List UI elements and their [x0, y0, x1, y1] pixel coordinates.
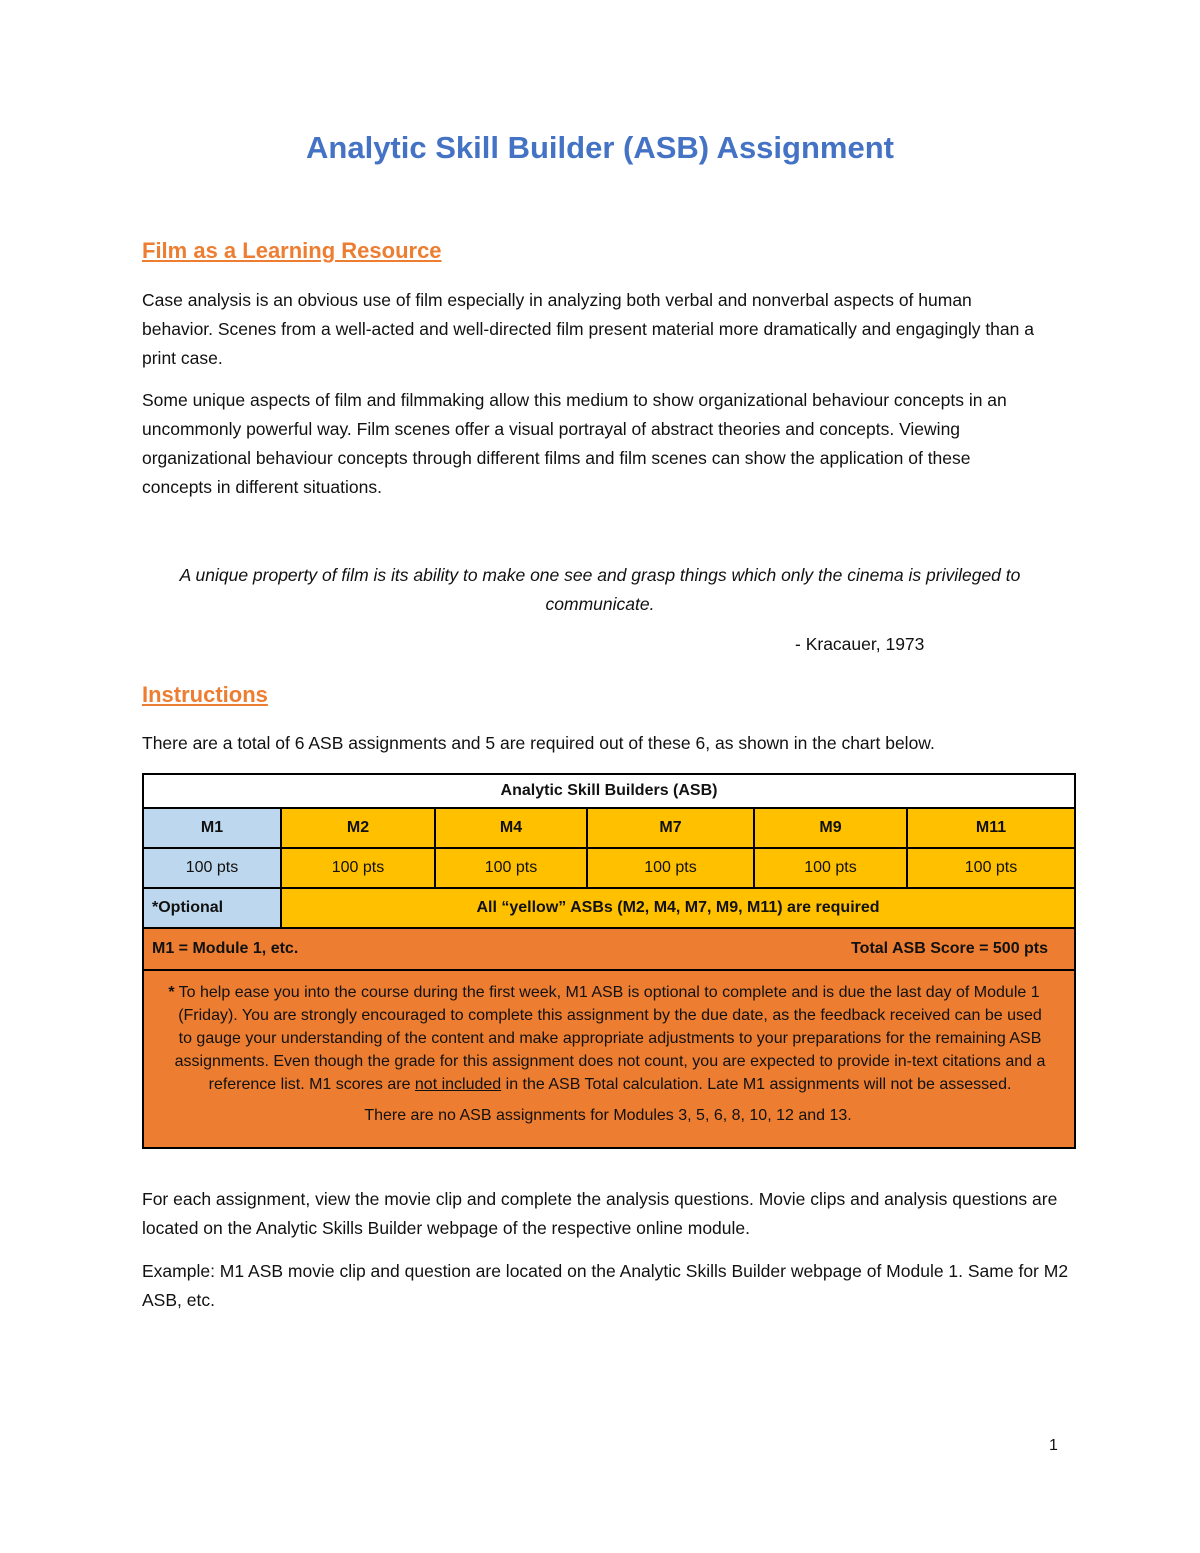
page-number: 1 — [1049, 1437, 1058, 1454]
m1-optional-note — [144, 971, 1074, 1100]
points-cell-m7: 100 pts — [587, 848, 754, 888]
legend-total-score: Total ASB Score = 500 pts — [851, 940, 1049, 957]
module-cell-m7: M7 — [587, 808, 754, 848]
heading-film-learning-resource: Film as a Learning Resource — [142, 238, 442, 263]
points-cell-m11: 100 pts — [907, 848, 1075, 888]
table-row-notes — [143, 970, 1075, 1148]
paragraph-each-assignment: For each assignment, view the movie clip and complete the analysis questions. Movie clips and analysis questions are located on the Analytic Skills Builder webpage of the respective online module. — [142, 1189, 1058, 1238]
table-row-points — [143, 848, 1075, 888]
module-cell-m1: M1 — [143, 808, 281, 848]
module-cell-m2: M2 — [281, 808, 435, 848]
legend-module-key: M1 = Module 1, etc. — [152, 940, 299, 957]
heading-instructions: Instructions — [142, 682, 268, 707]
points-cell-m2: 100 pts — [281, 848, 435, 888]
module-cell-m4: M4 — [435, 808, 587, 848]
note-asterisk: * — [168, 984, 175, 1001]
paragraph-example: Example: M1 ASB movie clip and question are located on the Analytic Skills Builder webpage of Module 1. Same for M2 ASB, etc. — [142, 1261, 1069, 1310]
paragraph-unique-aspects: Some unique aspects of film and filmmaking allow this medium to show organizational behaviour concepts in an uncommonly powerful way. Film scenes offer a visual portrayal of abstract theories and concepts. Viewing organizational behaviour concepts through different films and film scenes can show the application of these concepts in different situations. — [142, 390, 1007, 497]
note-not-included: not included — [414, 1076, 502, 1093]
paragraph-case-analysis: Case analysis is an obvious use of film especially in analyzing both verbal and nonverbal aspects of human behavior. Scenes from a well-acted and well-directed film present material more dramatically and engagingly than a print case. — [142, 290, 1034, 368]
asb-table — [142, 773, 1076, 1149]
table-row-modules — [143, 808, 1075, 848]
note-text-part1: To help ease you into the course during the first week, M1 ASB is optional to complete and is due the last day of Module 1 (Friday). You are strongly encouraged to complete this assignment by the due date, as the feedback received can be used to gauge your understanding of the content and make appropriate adjustments to your preparations for the remaining ASB assignments. Even though the grade for this assignment does not count, you are expected to provide in-text citations and a reference list. M1 scores are — [174, 984, 1046, 1093]
page-title: Analytic Skill Builder (ASB) Assignment — [306, 130, 894, 165]
kracauer-quote: A unique property of film is its ability to make one see and grasp things which only the cinema is privileged to communicate. — [179, 565, 1021, 614]
note-text-part2: in the ASB Total calculation. Late M1 assignments will not be assessed. — [501, 1076, 1012, 1093]
table-row-requirements — [143, 888, 1075, 928]
no-asb-modules-note: There are no ASB assignments for Modules 3, 5, 6, 8, 10, 12 and 13. — [364, 1107, 852, 1124]
asb-table-title: Analytic Skill Builders (ASB) — [143, 774, 1075, 808]
quote-attribution: - Kracauer, 1973 — [795, 634, 925, 654]
points-cell-m4: 100 pts — [435, 848, 587, 888]
table-row-legend — [143, 928, 1075, 970]
module-cell-m9: M9 — [754, 808, 907, 848]
points-cell-m9: 100 pts — [754, 848, 907, 888]
optional-label: *Optional — [143, 888, 281, 928]
module-cell-m11: M11 — [907, 808, 1075, 848]
required-label: All “yellow” ASBs (M2, M4, M7, M9, M11) are required — [281, 888, 1075, 928]
paragraph-instructions-intro: There are a total of 6 ASB assignments and 5 are required out of these 6, as shown in the chart below. — [142, 733, 935, 753]
points-cell-m1: 100 pts — [143, 848, 281, 888]
